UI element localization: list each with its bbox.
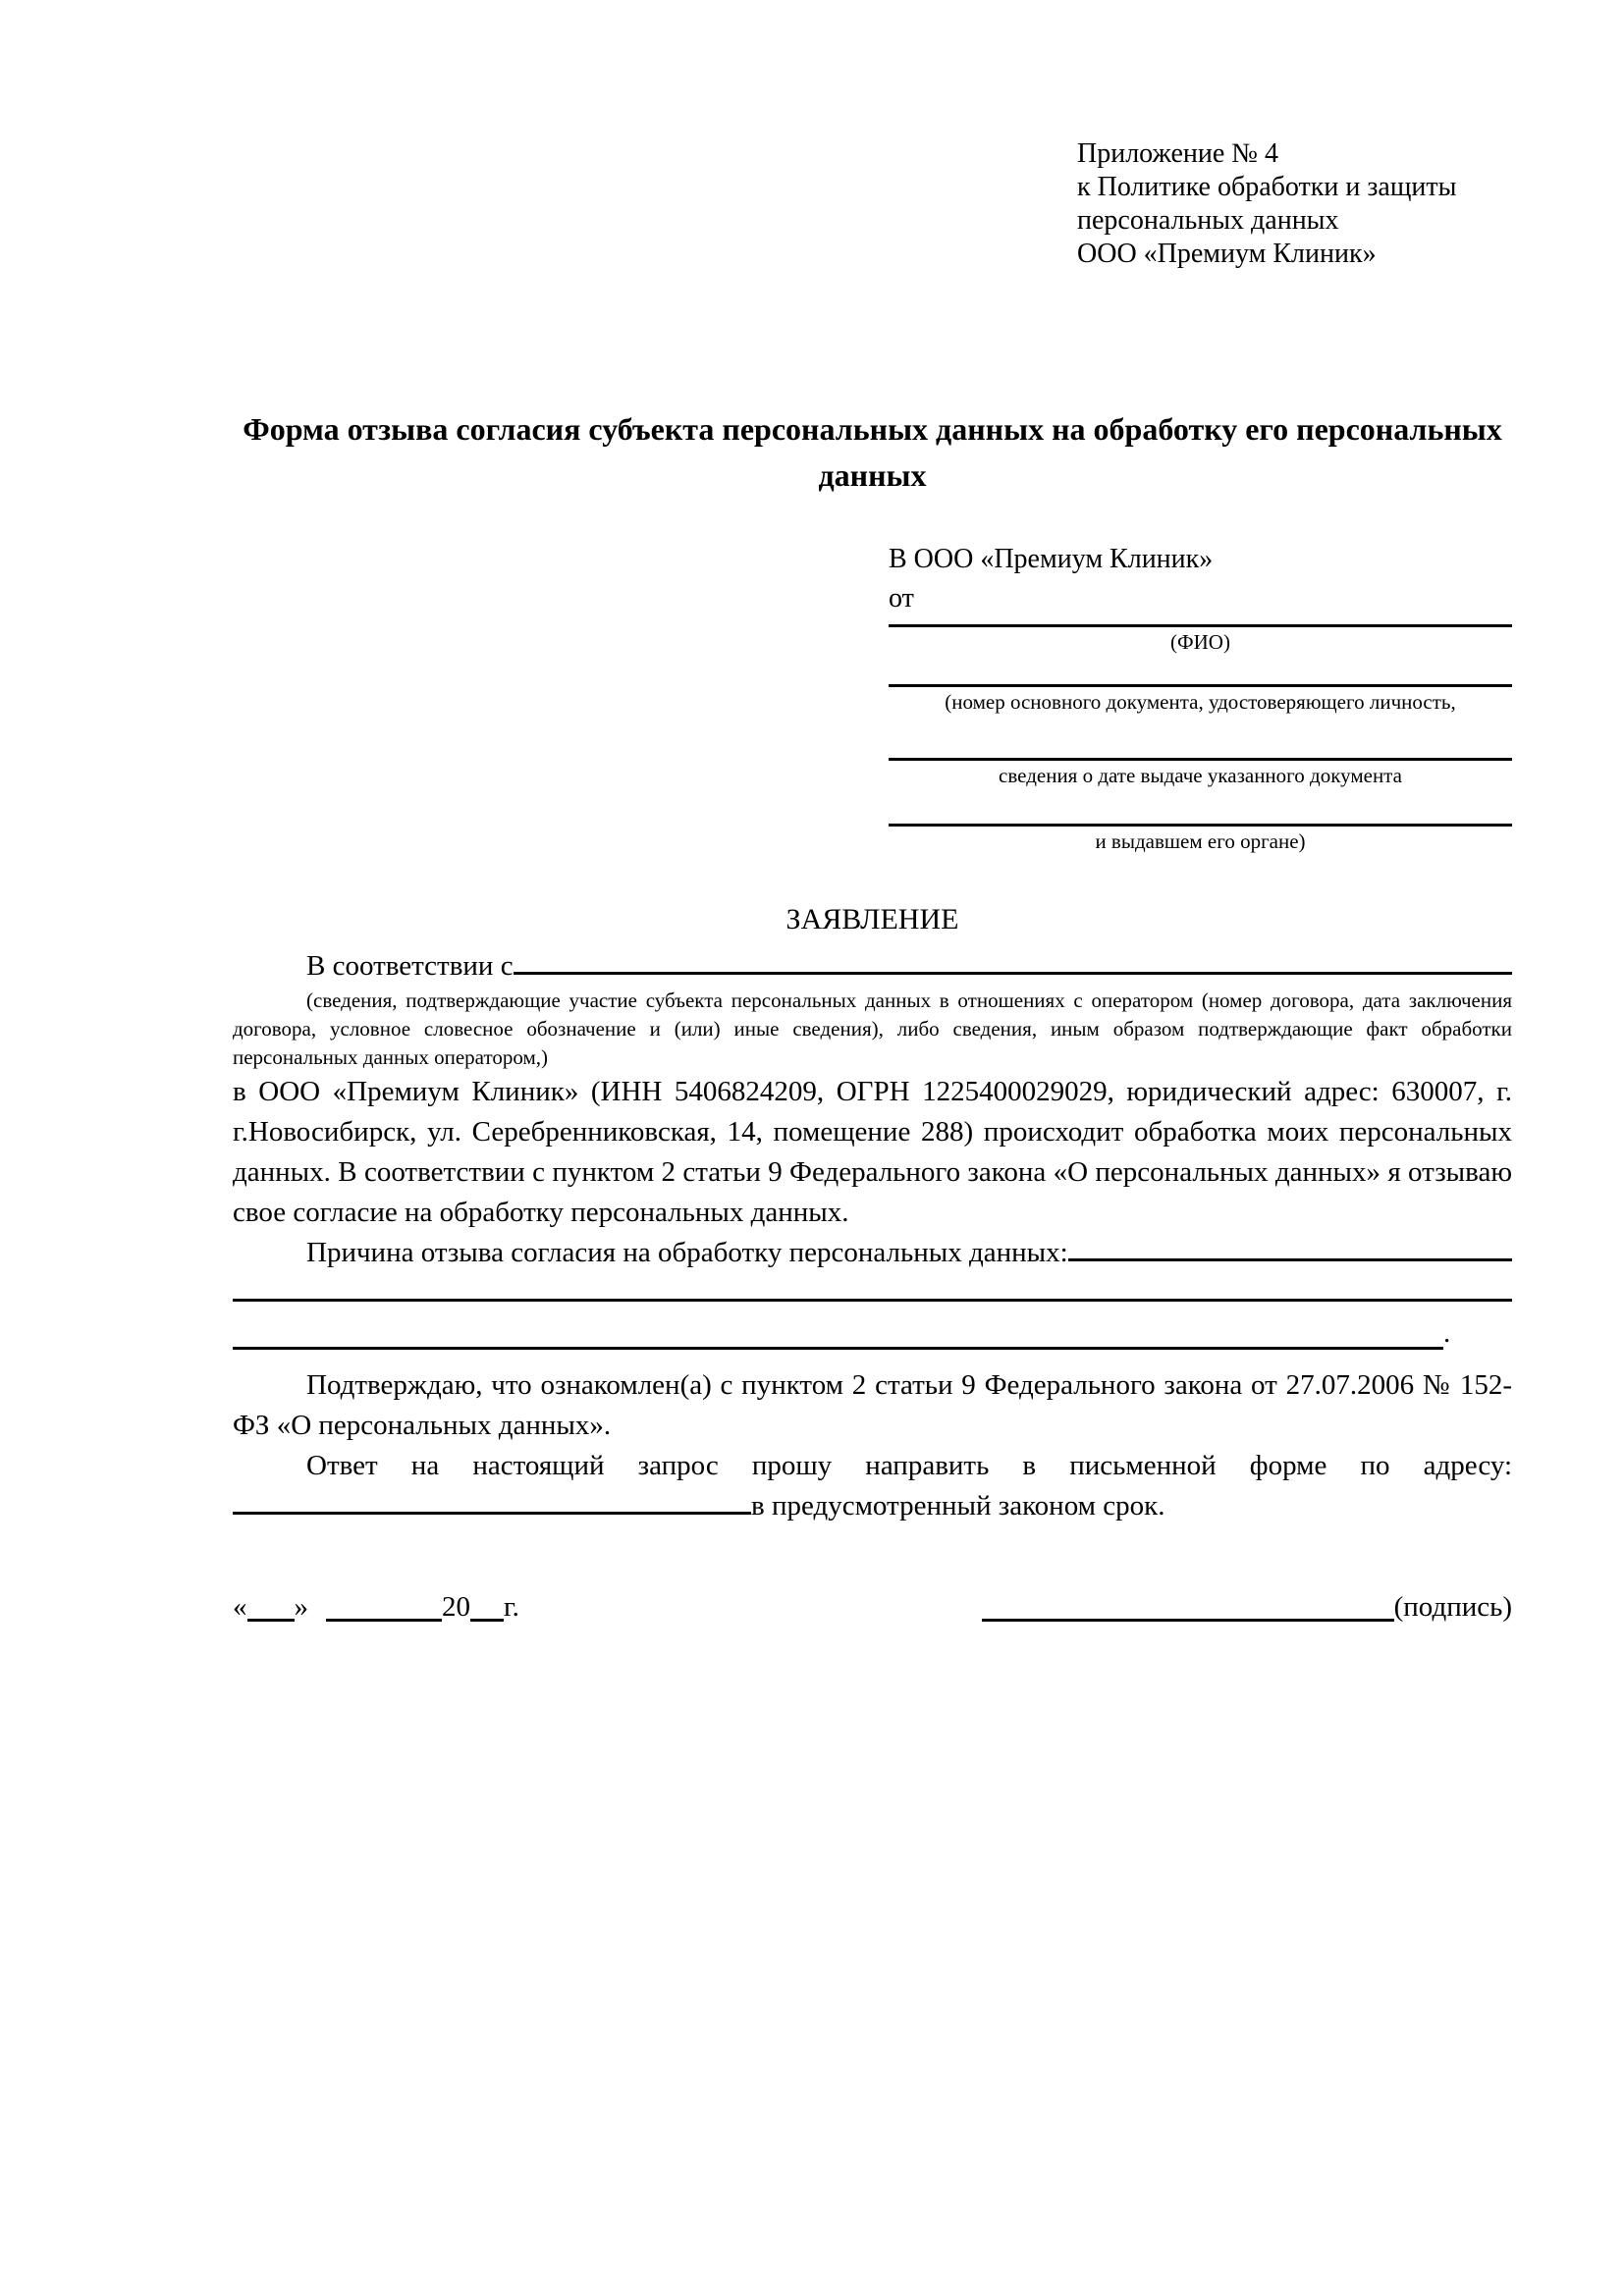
appendix-header-line: к Политике обработки и защиты	[1077, 172, 1457, 202]
blank-line-terminator: .	[1443, 1317, 1451, 1349]
addressee-from-label: от	[889, 583, 914, 614]
reason-row	[233, 1233, 1512, 1273]
appendix-header-line: ООО «Премиум Клиник»	[1077, 239, 1377, 269]
intro-blank-line	[514, 970, 1512, 975]
footer-row	[233, 1587, 1512, 1627]
reason-blank-line-continued	[233, 1273, 1512, 1302]
issuing-authority-blank-line	[889, 790, 1512, 827]
confirmation-paragraph: Подтверждаю, что ознакомлен(а) с пунктом 2 статьи 9 Федерального закона от 27.07.2006 № 152-ФЗ «О персональных данных».	[233, 1369, 1512, 1441]
date-group	[233, 1587, 519, 1627]
year-suffix: г.	[504, 1591, 519, 1623]
day-blank-line	[247, 1617, 295, 1622]
signature-caption: (подпись)	[1393, 1591, 1512, 1623]
reply-address-blank-line	[233, 1510, 751, 1515]
reply-request-paragraph: Ответ на настоящий запрос прошу направить в письменной форме по адресу:	[306, 1450, 1512, 1481]
appendix-header	[1077, 137, 1512, 271]
reason-blank-line	[1068, 1256, 1512, 1261]
month-blank-line	[326, 1617, 442, 1622]
reply-suffix: в предусмотренный законом срок.	[751, 1490, 1165, 1522]
intro-prefix: В соответствии с	[306, 950, 514, 982]
id-document-blank-line	[889, 657, 1512, 687]
reason-blank-underline	[233, 1302, 1443, 1350]
statement-body: в ООО «Премиум Клиник» (ИНН 5406824209, ОГРН 1225400029029, юридический адрес: 630007, г. г.Новосибирск, ул. Серебренниковская, 14, помещение 288) происходит обработка моих персональных данных. В соответствии с пунктом 2 статьи 9 Федерального закона «О персональных данных» я отзываю свое согласие на обработку персональных данных.	[233, 1076, 1512, 1228]
issue-date-blank-line	[889, 717, 1512, 761]
fio-blank-line	[889, 618, 1512, 627]
year-blank-line	[470, 1617, 504, 1622]
appendix-header-line: персональных данных	[1077, 205, 1339, 236]
document-content	[233, 137, 1512, 1627]
signature-group	[982, 1587, 1512, 1627]
fio-caption: (ФИО)	[1170, 630, 1230, 654]
issuing-authority-caption: и выдавшем его органе)	[1095, 829, 1306, 853]
id-document-caption: (номер основного документа, удостоверяющего личность,	[945, 690, 1456, 714]
addressee-to: В ООО «Премиум Клиник»	[889, 544, 1214, 574]
quote-open: «	[233, 1591, 247, 1623]
intro-row	[233, 946, 1512, 987]
quote-close: »	[294, 1591, 308, 1623]
signature-blank-line	[982, 1617, 1394, 1622]
document-title: Форма отзыва согласия субъекта персональных данных на обработку его персональных данных	[243, 411, 1502, 493]
appendix-header-line: Приложение № 4	[1077, 138, 1278, 169]
year-prefix: 20	[442, 1591, 470, 1623]
reason-blank-line-final	[233, 1302, 1512, 1350]
fine-print-note: (сведения, подтверждающие участие субъекта персональных данных в отношениях с оператором (номер договора, дата заключения договора, условное словесное обозначение и (или) иные сведения), либо сведения, иным образом подтверждающие факт обработки персональных данных оператором,)	[233, 988, 1512, 1069]
issue-date-caption: сведения о дате выдаче указанного документа	[999, 764, 1402, 787]
statement-heading: ЗАЯВЛЕНИЕ	[785, 903, 959, 935]
addressee-block	[889, 540, 1512, 856]
reason-label: Причина отзыва согласия на обработку персональных данных:	[306, 1237, 1068, 1268]
reply-address-row	[233, 1486, 1512, 1526]
